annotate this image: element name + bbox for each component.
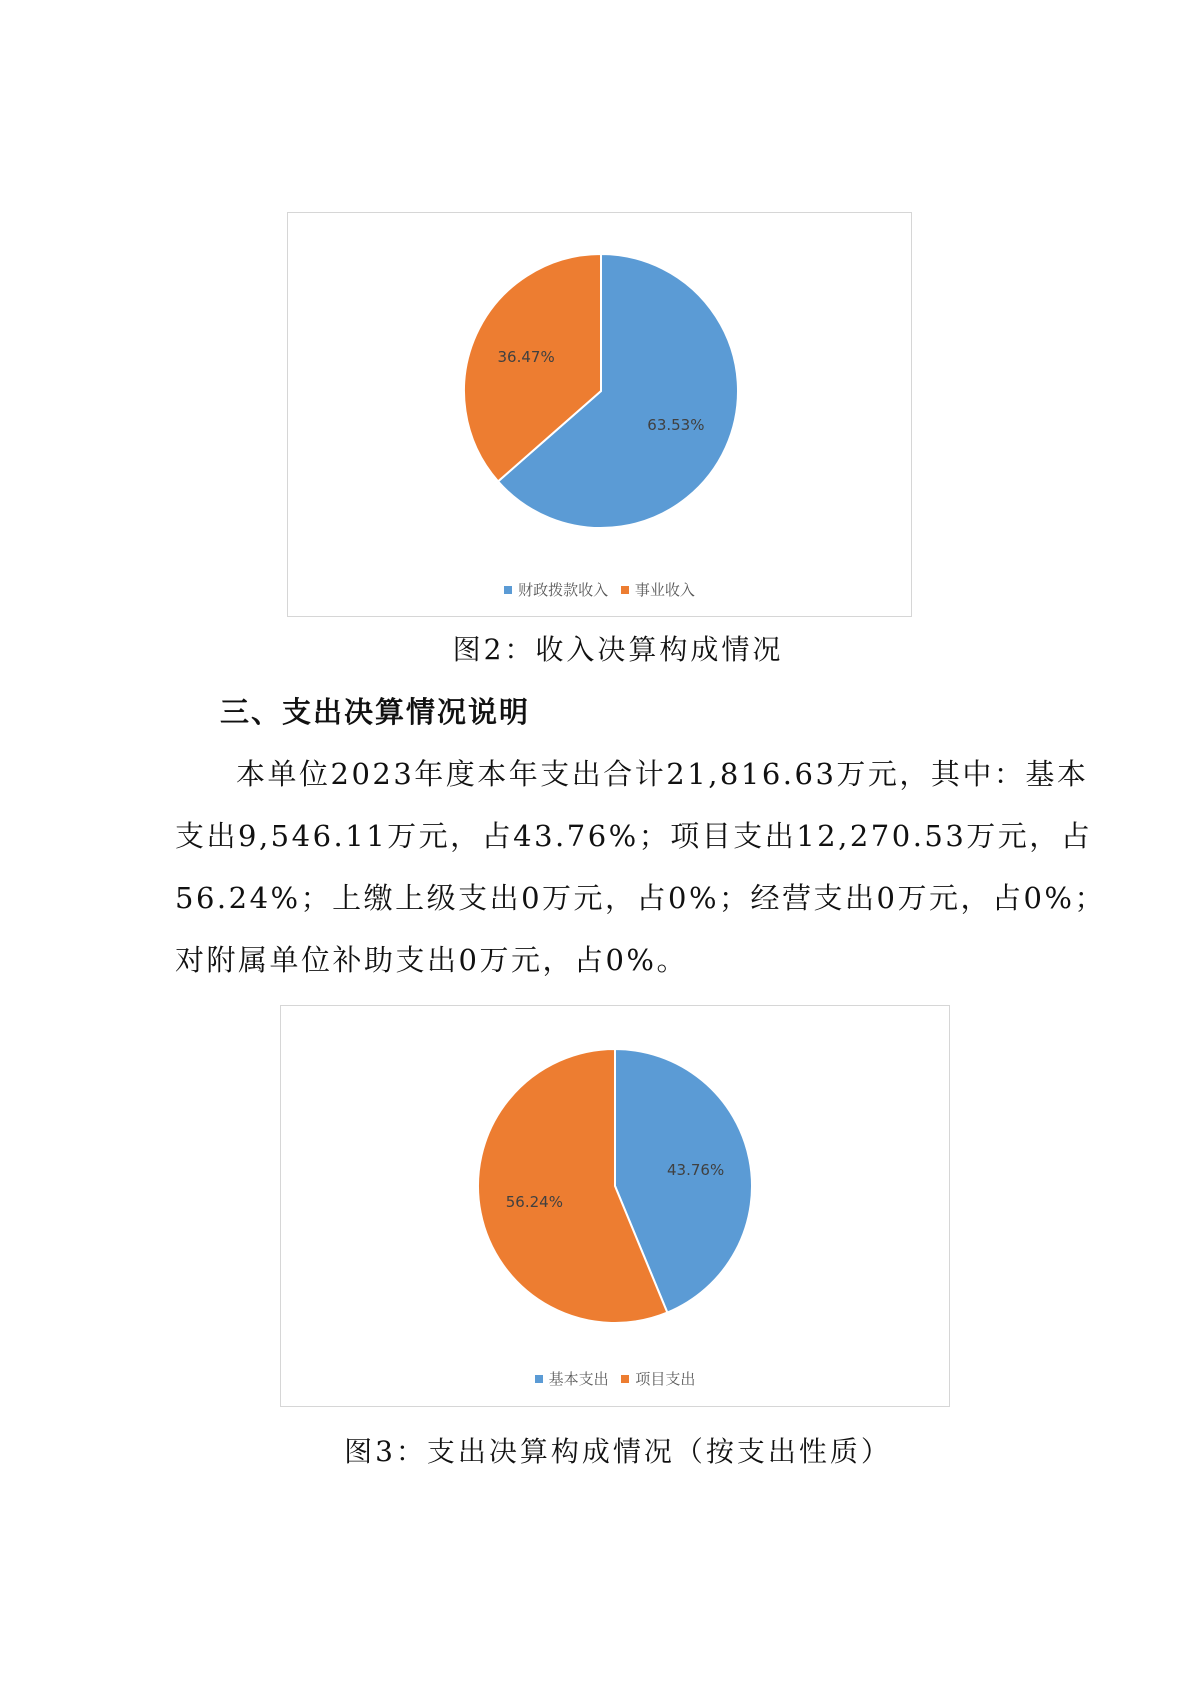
figure-caption-income: 图2：收入决算构成情况: [452, 633, 784, 666]
expenditure-data-label-0: 43.76%: [667, 1160, 725, 1179]
expenditure-chart: [280, 1005, 950, 1407]
income-chart: [287, 212, 912, 617]
paragraph-line: 对附属单位补助支出0万元，占0%。: [175, 943, 688, 977]
legend-item-basic: [535, 1368, 609, 1389]
paragraph-line: 本单位2023年度本年支出合计21,816.63万元，其中：基本: [236, 757, 1089, 791]
legend-item-business: [621, 579, 695, 600]
expenditure-pie: [281, 1006, 951, 1361]
income-pie: [288, 213, 913, 573]
income-data-label-0: 63.53%: [647, 415, 705, 434]
expenditure-data-label-1: 56.24%: [505, 1193, 563, 1212]
legend-label-basic: 基本支出: [548, 1370, 609, 1388]
expenditure-legend: [281, 1368, 949, 1389]
legend-item-project: [621, 1368, 695, 1389]
legend-label-business: 事业收入: [634, 581, 695, 599]
paragraph-line: 支出9,546.11万元，占43.76%；项目支出12,270.53万元，占: [175, 819, 1093, 853]
legend-swatch-business: [621, 586, 629, 594]
legend-swatch-fiscal: [504, 586, 512, 594]
legend-label-project: 项目支出: [635, 1370, 696, 1388]
figure-caption-expenditure: 图3：支出决算构成情况（按支出性质）: [344, 1435, 892, 1468]
section-heading: 三、支出决算情况说明: [220, 695, 531, 729]
legend-swatch-project: [621, 1375, 629, 1383]
paragraph-line: 56.24%；上缴上级支出0万元，占0%；经营支出0万元，占0%；: [175, 881, 1106, 915]
income-data-label-1: 36.47%: [497, 348, 555, 367]
legend-swatch-basic: [535, 1375, 543, 1383]
legend-item-fiscal: [504, 579, 608, 600]
legend-label-fiscal: 财政拨款收入: [518, 581, 609, 599]
income-legend: [288, 579, 911, 600]
